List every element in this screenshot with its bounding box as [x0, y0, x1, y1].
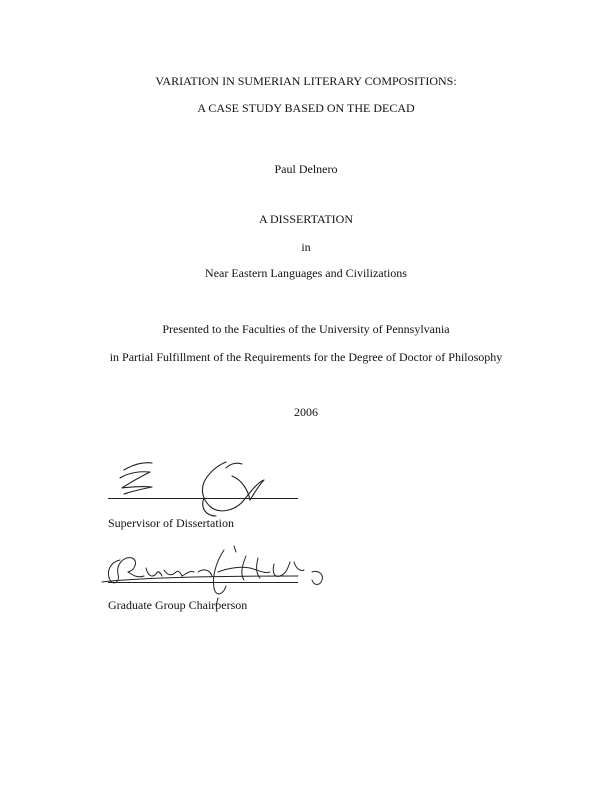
presentation-line-1: Presented to the Faculties of the University of Pennsylvania — [162, 322, 450, 336]
title-line-2: A CASE STUDY BASED ON THE DECAD — [197, 101, 415, 115]
presentation-line-2: in Partial Fulfillment of the Requirements for the Degree of Doctor of Philosophy — [109, 350, 503, 364]
title-line-1: VARIATION IN SUMERIAN LITERARY COMPOSITIONS: — [155, 74, 457, 88]
chairperson-signature-line — [108, 582, 298, 583]
degree-field: Near Eastern Languages and Civilizations — [205, 266, 407, 280]
degree-type: A DISSERTATION — [259, 212, 353, 226]
year: 2006 — [294, 405, 318, 419]
author-name: Paul Delnero — [274, 162, 338, 176]
chairperson-caption: Graduate Group Chairperson — [108, 598, 248, 612]
supervisor-caption: Supervisor of Dissertation — [108, 516, 234, 530]
supervisor-signature-line — [108, 498, 298, 499]
degree-connector: in — [301, 240, 311, 254]
